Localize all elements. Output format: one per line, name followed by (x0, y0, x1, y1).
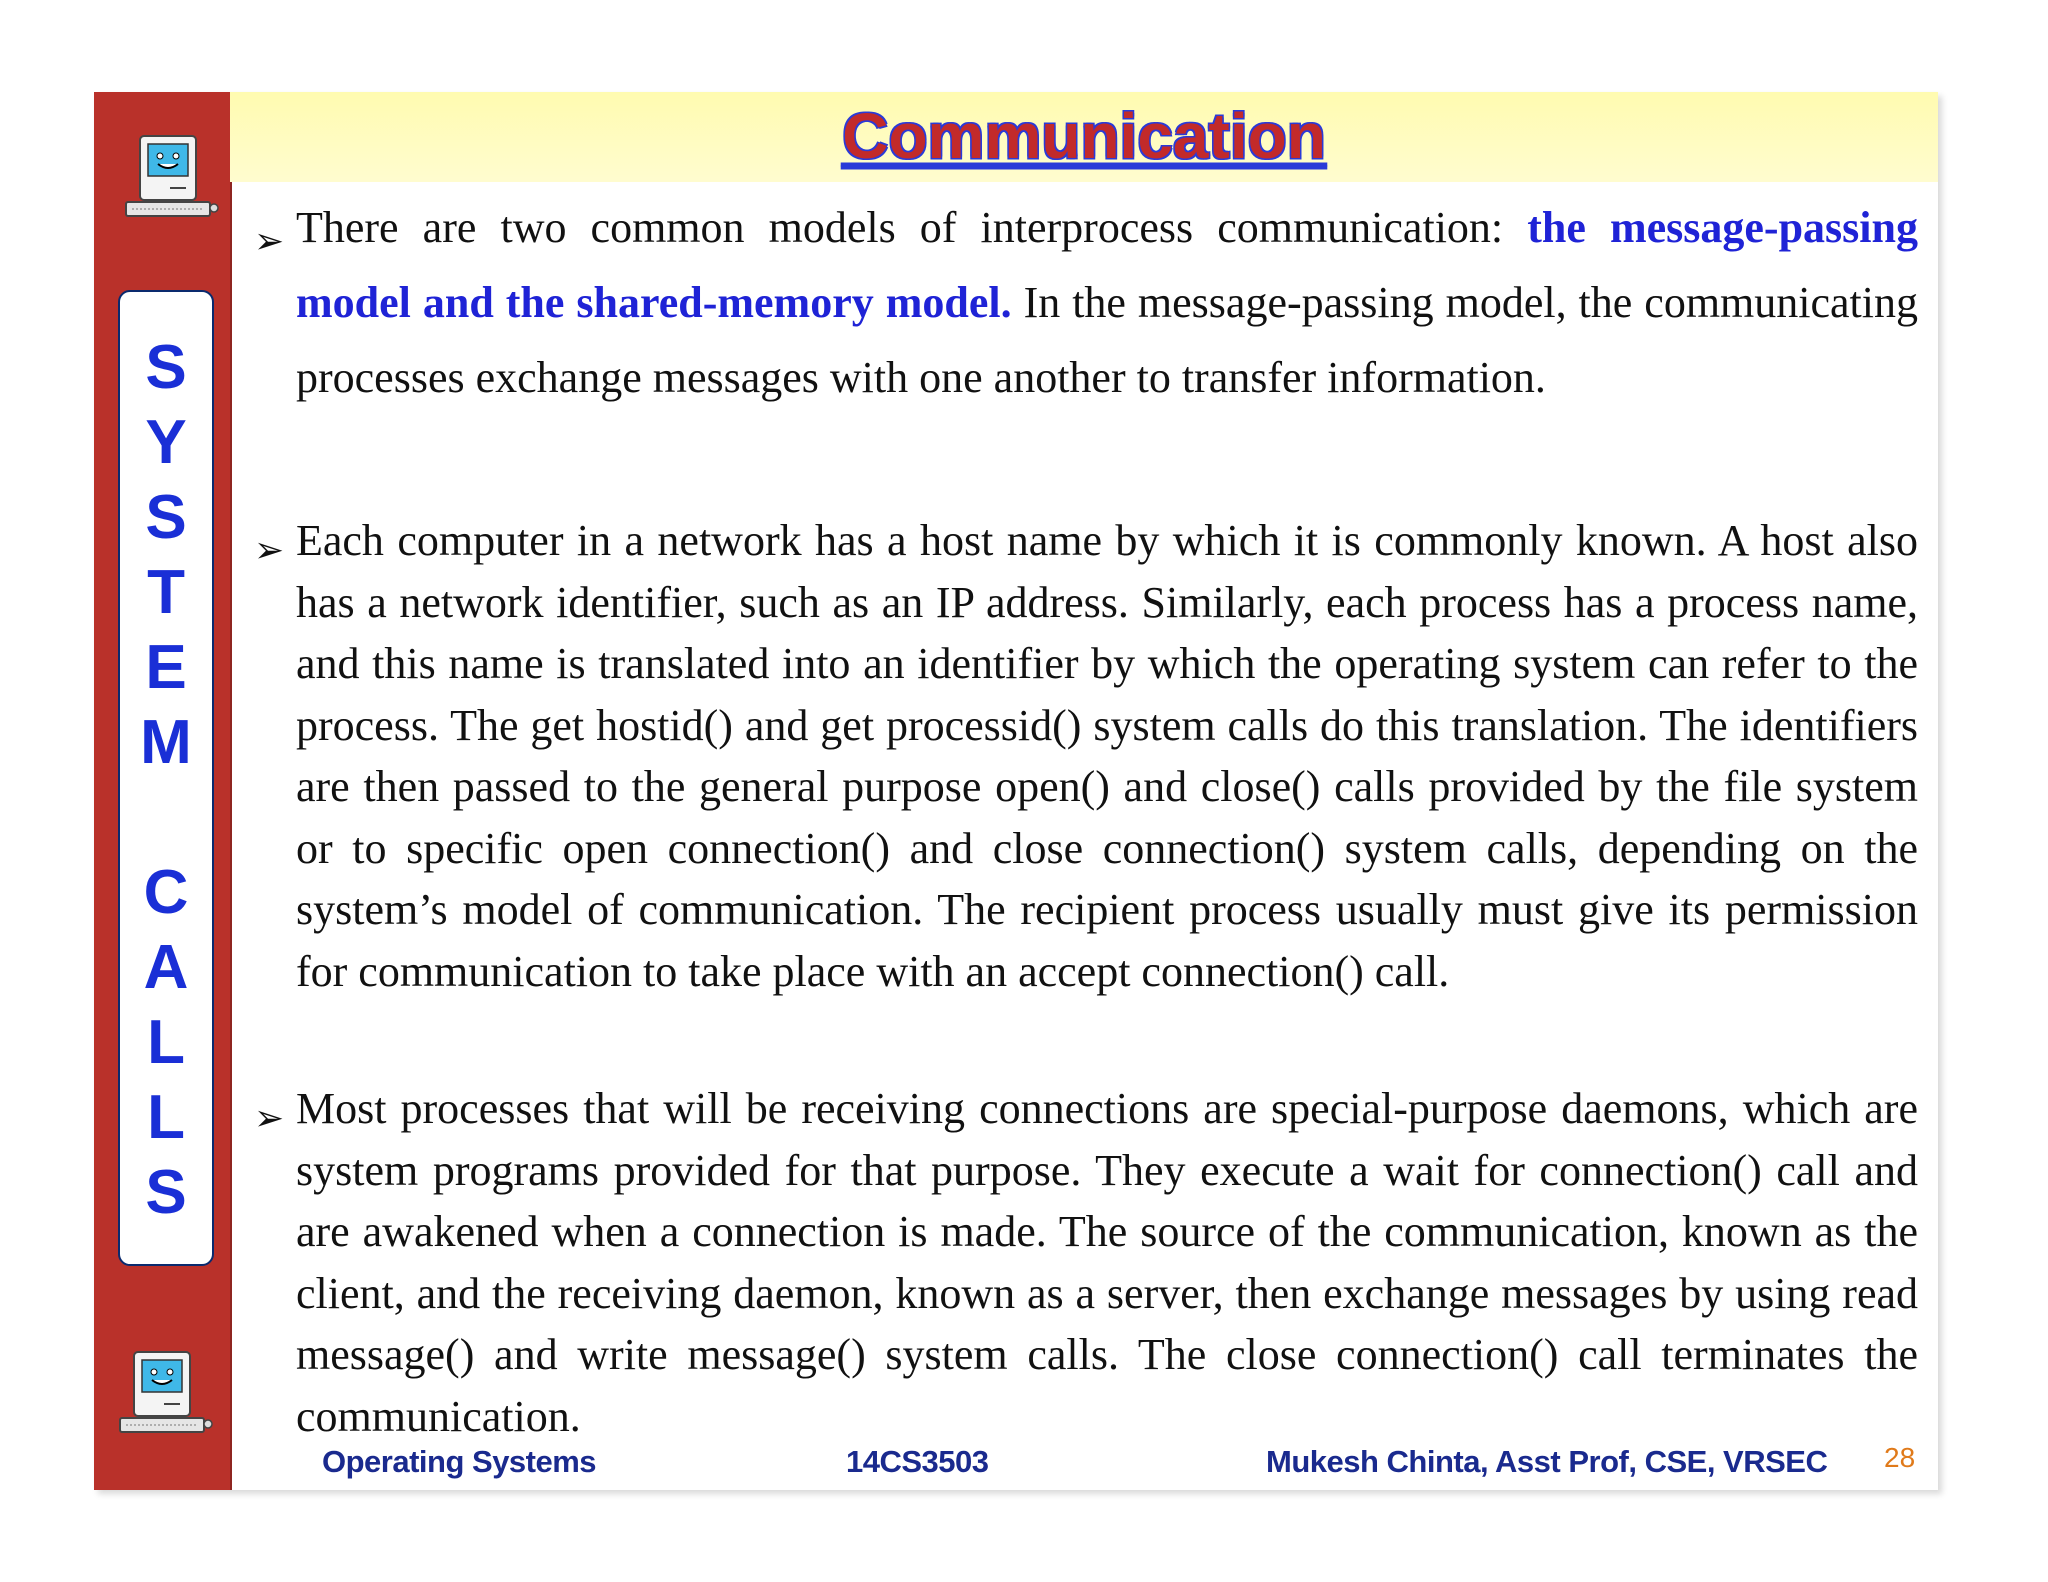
retro-computer-icon (114, 1350, 214, 1450)
arrow-bullet-icon: ➢ (254, 1098, 285, 1139)
vertical-title (120, 330, 212, 1230)
vertical-letter: M (140, 708, 192, 777)
bullet-text (296, 190, 1918, 415)
vertical-letter: C (143, 858, 189, 927)
bullet-text: Most processes that will be receiving connections are special-purpose daemons, which are system programs provided for that purpose. They execute a wait for connection() call and are awakened when a connection is made. The source of the communication, known as the client, and the receiving daemon, known as a server, then exchange messages by using read message() and write message() system calls. The close connection() call terminates the communication. (296, 1084, 1918, 1441)
vertical-letter: L (147, 1008, 185, 1077)
slide (94, 92, 1938, 1490)
vertical-letter: A (143, 933, 189, 1002)
page-number: 28 (1884, 1442, 1916, 1473)
vertical-letter: S (145, 333, 187, 402)
vertical-letter: L (147, 1083, 185, 1152)
vertical-letter: S (145, 1158, 187, 1227)
footer-course: Operating Systems (322, 1444, 597, 1479)
bullet-text-part: There are two common models of interprocess communication: (296, 203, 1528, 252)
bullet-item (254, 190, 1918, 415)
retro-computer-icon (120, 134, 220, 234)
bullet-text: Each computer in a network has a host name by which it is commonly known. A host also has a network identifier, such as an IP address. Similarly, each process has a process name, and this name is translated into an identifier by which the operating system can refer to the process. The get hostid() and get processid() system calls do this translation. The identifiers are then passed to the general purpose open() and close() calls provided by the file system or to specific open connection() and close connection() system calls, depending on the system’s model of communication. The recipient process usually must give its permission for communication to take place with an accept connection() call. (296, 516, 1918, 996)
title-band (230, 92, 1938, 182)
footer-author: Mukesh Chinta, Asst Prof, CSE, VRSEC (1266, 1444, 1828, 1479)
vertical-letter: Y (145, 408, 187, 477)
vertical-letter: E (145, 633, 187, 702)
vertical-letter: S (145, 483, 187, 552)
footer-code: 14CS3503 (846, 1444, 989, 1479)
highlighted-text: the message-passing model and the shared-memory model. (296, 203, 1918, 327)
vertical-letter-spacer (120, 780, 212, 855)
bullet-item (254, 510, 1918, 1002)
arrow-bullet-icon: ➢ (254, 530, 285, 571)
vertical-letter: T (147, 558, 185, 627)
vertical-title-box (118, 290, 214, 1266)
sidebar (94, 92, 232, 1490)
bullet-text-part: In the message-passing model, the communicating processes exchange messages with one another to transfer information. (296, 278, 1918, 402)
slide-title: Communication (842, 100, 1326, 172)
bullet-item (254, 1078, 1918, 1447)
arrow-bullet-icon: ➢ (254, 221, 285, 262)
